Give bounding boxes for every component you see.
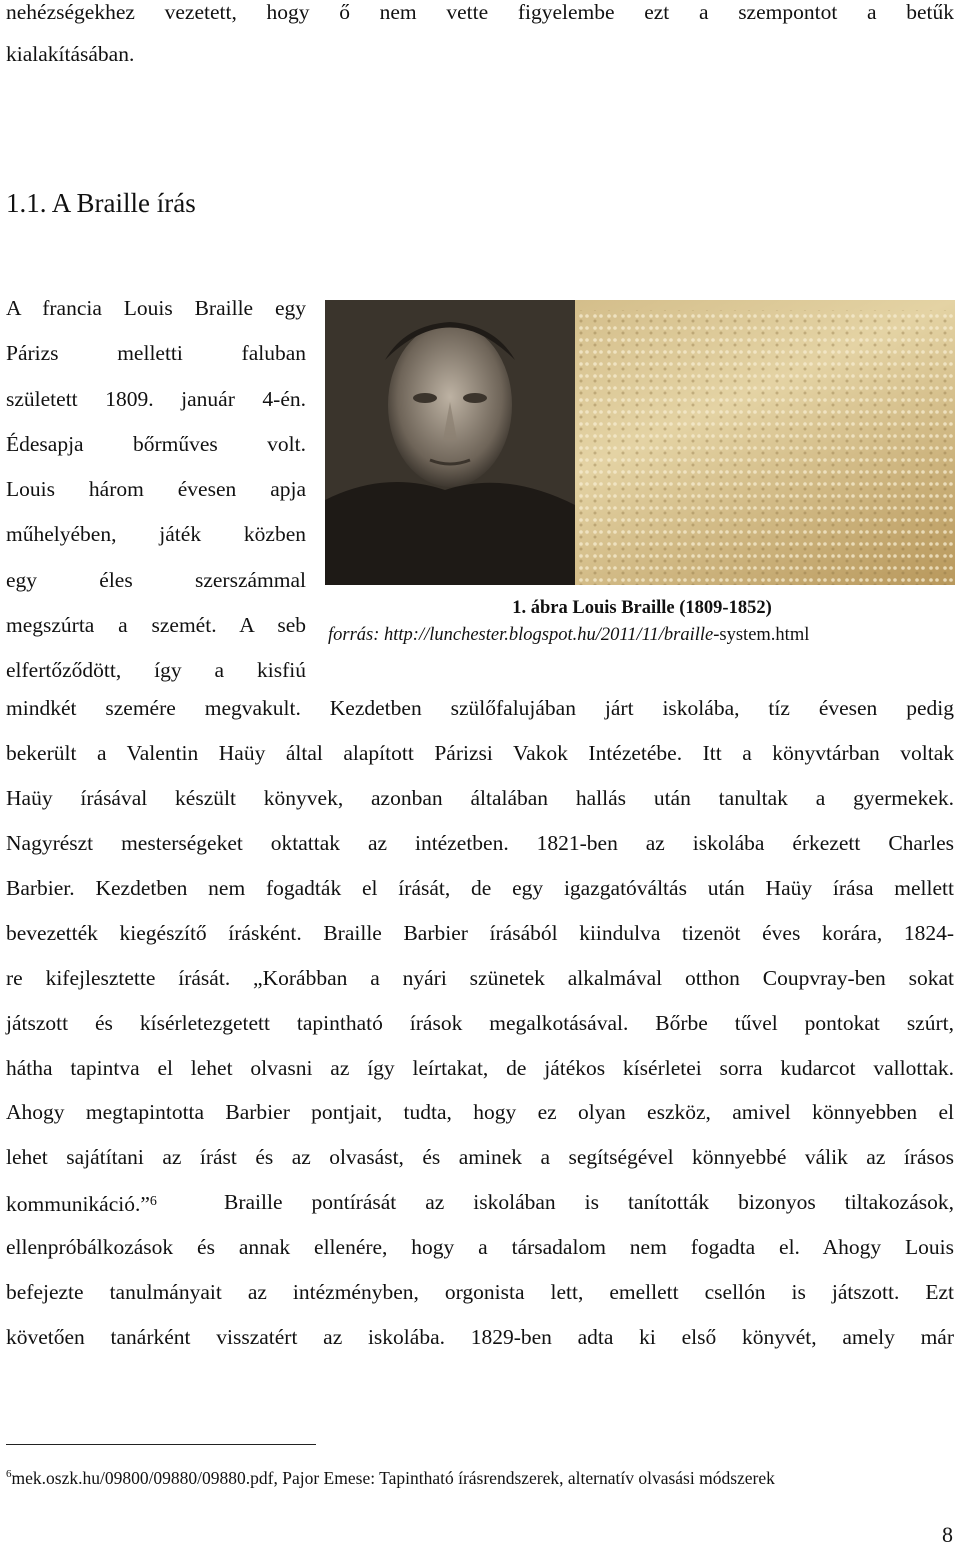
- body-line: Ahogy megtapintotta Barbier pontjait, tudta, hogy ez olyan eszköz, amivel könnyebben el: [6, 1100, 954, 1125]
- body-line: Barbier. Kezdetben nem fogadták el írását, de egy igazgatóváltás után Haüy írása mellett: [6, 875, 954, 900]
- left-column-text: [6, 286, 306, 694]
- body-line: mindkét szemére megvakult. Kezdetben szülőfalujában járt iskolába, tíz évesen pedig: [6, 696, 954, 720]
- left-line: egy éles szerszámmal: [6, 567, 306, 592]
- figure-source-rest: -system.html: [713, 625, 810, 645]
- figure-caption: 1. ábra Louis Braille (1809-1852): [512, 598, 772, 618]
- left-line: műhelyében, játék közben: [6, 522, 306, 547]
- figure-source-italic: forrás: http://lunchester.blogspot.hu/2011/11/braille: [328, 625, 714, 645]
- footnote-text: mek.oszk.hu/09800/09880/09880.pdf, Pajor Emese: Tapintható írásrendszerek, alternatív olvasási módszerek: [11, 1467, 775, 1488]
- portrait-image: [325, 300, 955, 585]
- left-line: A francia Louis Braille egy: [6, 296, 306, 320]
- body-line: játszott és kísérletezgetett tapintható írások megalkotásával. Bőrbe tűvel pontokat szúrt,: [6, 1010, 954, 1035]
- left-line: Párizs melletti faluban: [6, 341, 306, 366]
- left-line: Édesapja bőrműves volt.: [6, 431, 306, 456]
- body-line-with-footnote: [6, 1180, 954, 1225]
- footnote-reference: 6: [149, 1194, 157, 1210]
- body-line: befejezte tanulmányait az intézményben, orgonista lett, emellett csellón is játszott. Ezt: [6, 1280, 954, 1305]
- body-line: követően tanárként visszatért az iskolába. 1829-ben adta ki első könyvét, amely már: [6, 1325, 954, 1350]
- footnote-divider: [6, 1444, 316, 1445]
- body-line: bevezették kiegészítő írásként. Braille Barbier írásából kiindulva tizenöt éves korára, 1824-: [6, 920, 954, 945]
- body-line: hátha tapintva el lehet olvasni az így leírtakat, de játékos kísérletei sorra kudarcot vallottak.: [6, 1055, 954, 1080]
- footnote: [6, 1463, 906, 1489]
- braille-portrait-figure: [325, 300, 955, 585]
- body-line-continuation: Braille pontírását az iskolában is tanították bizonyos tiltakozások,: [224, 1190, 954, 1215]
- body-line: Nagyrészt mesterségeket oktattak az intézetben. 1821-ben az iskolába érkezett Charles: [6, 830, 954, 855]
- body-line: re kifejlesztette írását. „Korábban a nyári szünetek alkalmával otthon Coupvray-ben sokat: [6, 965, 954, 990]
- left-line: Louis három évesen apja: [6, 477, 306, 502]
- page-number: 8: [942, 1522, 953, 1547]
- intro-line-2: kialakításában.: [6, 42, 135, 66]
- intro-line-1: nehézségekhez vezetett, hogy ő nem vette figyelembe ezt a szempontot a betűk: [6, 0, 954, 24]
- footnote-marker: 6: [6, 1468, 12, 1480]
- body-line: Haüy írásával készült könyvek, azonban általában hallás után tanultak a gyermekek.: [6, 785, 954, 810]
- section-heading: 1.1. A Braille írás: [6, 188, 196, 218]
- left-line: elfertőződött, így a kisfiú: [6, 658, 306, 683]
- body-line: bekerült a Valentin Haüy által alapított Párizsi Vakok Intézetébe. Itt a könyvtárban voltak: [6, 740, 954, 765]
- body-text: [6, 686, 954, 1360]
- left-line: született 1809. január 4-én.: [6, 386, 306, 411]
- body-line-start: kommunikáció.”$^6$: [6, 1192, 157, 1217]
- figure-source: [328, 625, 809, 646]
- left-line: megszúrta a szemét. A seb: [6, 613, 306, 638]
- body-line: lehet sajátítani az írást és az olvasást, és aminek a segítségével könnyebbé válik az írásos: [6, 1145, 954, 1170]
- body-line: ellenpróbálkozások és annak ellenére, hogy a társadalom nem fogadta el. Ahogy Louis: [6, 1235, 954, 1260]
